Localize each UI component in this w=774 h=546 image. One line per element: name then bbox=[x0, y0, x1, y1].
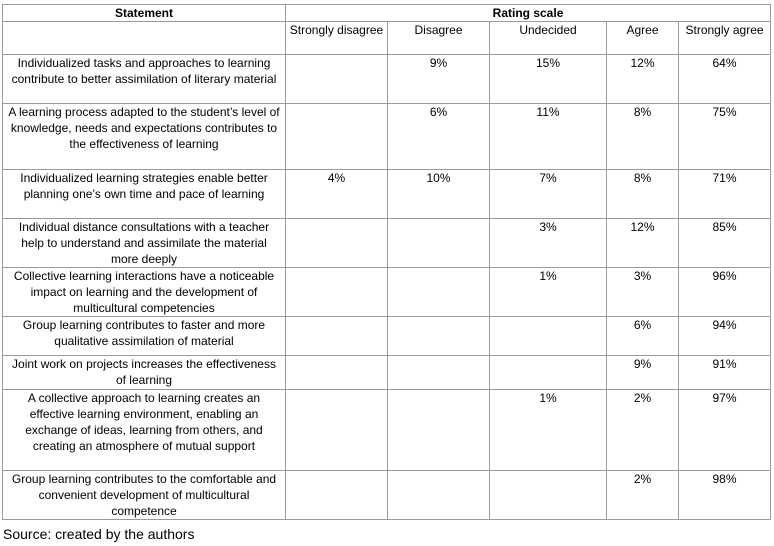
value-cell-strongly-disagree bbox=[286, 356, 388, 390]
value-cell-disagree bbox=[388, 390, 490, 471]
value-cell-strongly-agree: 75% bbox=[679, 104, 771, 170]
statement-cell: Individual distance consultations with a teacher help to understand and assimilate the material more deeply bbox=[3, 219, 286, 268]
statement-cell: Individualized tasks and approaches to learning contribute to better assimilation of literary material bbox=[3, 55, 286, 104]
value-cell-disagree bbox=[388, 356, 490, 390]
value-cell-undecided: 1% bbox=[490, 390, 607, 471]
value-cell-undecided: 11% bbox=[490, 104, 607, 170]
value-cell-strongly-disagree bbox=[286, 104, 388, 170]
statement-cell: Group learning contributes to faster and more qualitative assimilation of material bbox=[3, 317, 286, 356]
value-cell-strongly-disagree bbox=[286, 317, 388, 356]
value-cell-strongly-disagree bbox=[286, 471, 388, 520]
table-row bbox=[3, 390, 771, 471]
value-cell-disagree bbox=[388, 219, 490, 268]
value-cell-agree: 2% bbox=[607, 471, 679, 520]
source-note: Source: created by the authors bbox=[3, 526, 195, 542]
table-row bbox=[3, 170, 771, 219]
value-cell-strongly-disagree bbox=[286, 219, 388, 268]
value-cell-agree: 9% bbox=[607, 356, 679, 390]
column-header-strongly-agree: Strongly agree bbox=[679, 22, 771, 55]
statement-cell: Joint work on projects increases the effectiveness of learning bbox=[3, 356, 286, 390]
value-cell-disagree: 6% bbox=[388, 104, 490, 170]
value-cell-strongly-agree: 97% bbox=[679, 390, 771, 471]
rating-scale-header: Rating scale bbox=[286, 5, 771, 22]
value-cell-agree: 3% bbox=[607, 268, 679, 317]
value-cell-strongly-agree: 94% bbox=[679, 317, 771, 356]
value-cell-disagree: 9% bbox=[388, 55, 490, 104]
value-cell-disagree bbox=[388, 317, 490, 356]
value-cell-undecided bbox=[490, 356, 607, 390]
table-row bbox=[3, 471, 771, 520]
column-header-undecided: Undecided bbox=[490, 22, 607, 55]
value-cell-strongly-disagree bbox=[286, 268, 388, 317]
value-cell-agree: 12% bbox=[607, 219, 679, 268]
table-row bbox=[3, 356, 771, 390]
column-header-agree: Agree bbox=[607, 22, 679, 55]
value-cell-disagree bbox=[388, 471, 490, 520]
statement-cell: A learning process adapted to the student’s level of knowledge, needs and expectations contributes to the effectiveness of learning bbox=[3, 104, 286, 170]
statement-header-spacer bbox=[3, 22, 286, 55]
value-cell-disagree: 10% bbox=[388, 170, 490, 219]
value-cell-strongly-agree: 64% bbox=[679, 55, 771, 104]
value-cell-disagree bbox=[388, 268, 490, 317]
value-cell-strongly-agree: 85% bbox=[679, 219, 771, 268]
table-row bbox=[3, 219, 771, 268]
value-cell-undecided: 15% bbox=[490, 55, 607, 104]
value-cell-undecided bbox=[490, 317, 607, 356]
value-cell-strongly-disagree: 4% bbox=[286, 170, 388, 219]
value-cell-undecided: 7% bbox=[490, 170, 607, 219]
value-cell-undecided: 1% bbox=[490, 268, 607, 317]
value-cell-undecided bbox=[490, 471, 607, 520]
column-header-disagree: Disagree bbox=[388, 22, 490, 55]
statement-cell: A collective approach to learning creates an effective learning environment, enabling an exchange of ideas, learning from others, and creating an atmosphere of mutual support bbox=[3, 390, 286, 471]
table-row bbox=[3, 268, 771, 317]
statement-header: Statement bbox=[3, 5, 286, 22]
table-row bbox=[3, 104, 771, 170]
value-cell-strongly-agree: 98% bbox=[679, 471, 771, 520]
survey-results-table bbox=[2, 4, 771, 520]
value-cell-agree: 8% bbox=[607, 104, 679, 170]
value-cell-strongly-agree: 96% bbox=[679, 268, 771, 317]
value-cell-agree: 12% bbox=[607, 55, 679, 104]
value-cell-agree: 6% bbox=[607, 317, 679, 356]
table-row bbox=[3, 317, 771, 356]
value-cell-agree: 8% bbox=[607, 170, 679, 219]
value-cell-strongly-agree: 71% bbox=[679, 170, 771, 219]
value-cell-strongly-disagree bbox=[286, 390, 388, 471]
value-cell-agree: 2% bbox=[607, 390, 679, 471]
value-cell-strongly-disagree bbox=[286, 55, 388, 104]
statement-cell: Collective learning interactions have a noticeable impact on learning and the development of multicultural competencies bbox=[3, 268, 286, 317]
value-cell-undecided: 3% bbox=[490, 219, 607, 268]
value-cell-strongly-agree: 91% bbox=[679, 356, 771, 390]
column-header-strongly-disagree: Strongly disagree bbox=[286, 22, 388, 55]
table-row bbox=[3, 55, 771, 104]
statement-cell: Individualized learning strategies enable better planning one’s own time and pace of learning bbox=[3, 170, 286, 219]
statement-cell: Group learning contributes to the comfortable and convenient development of multicultural competence bbox=[3, 471, 286, 520]
